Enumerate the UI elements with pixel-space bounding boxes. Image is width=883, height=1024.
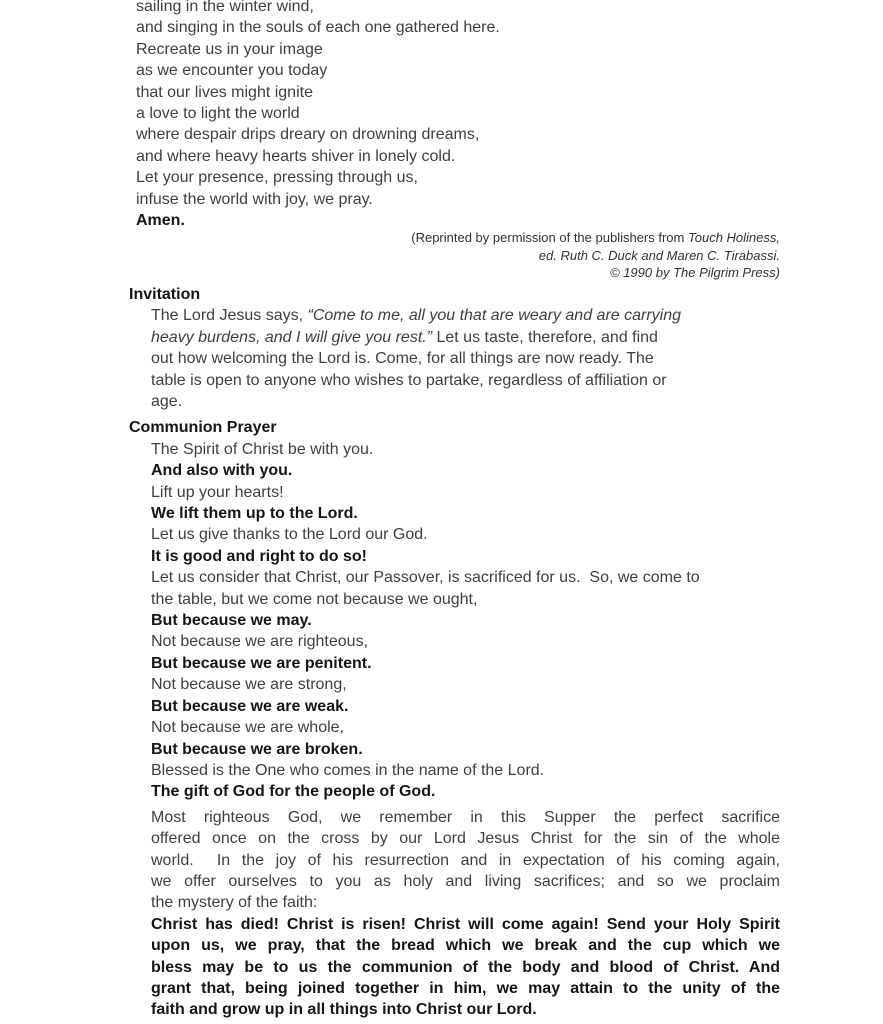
invitation-text-line [151,327,780,348]
invitation-text: Let us taste, therefore, and find [432,328,658,346]
acclamation-line: bless may be to us the communion of the body and blood of Christ. And [151,958,780,976]
prayer-text-line: Most righteous God, we remember in this Supper the perfect sacrifice [151,808,780,826]
poem-line: Let your presence, pressing through us, [136,169,418,187]
acclamation-line: upon us, we pray, that the bread which we break and the cup which we [151,937,780,955]
attribution-line [129,229,780,247]
communion-prayer-heading: Communion Prayer [129,419,277,437]
people-response: But because we are penitent. [151,654,372,672]
attribution-line: ed. Ruth C. Duck and Maren C. Tirabassi. [538,247,780,263]
poem-line: and where heavy hearts shiver in lonely cold. [136,147,456,165]
poem-line: a love to light the world [136,105,300,123]
prayer-text-line: we offer ourselves to you as holy and living sacrifices; and so we proclaim [151,872,780,890]
leader-line: Let us give thanks to the Lord our God. [151,526,428,544]
invitation-text-line [151,305,780,326]
communion-prayer-body [151,439,780,803]
people-response: But because we are weak. [151,697,349,715]
leader-line: Not because we are strong, [151,676,347,694]
people-response: We lift them up to the Lord. [151,505,358,523]
invitation-text-line: age. [151,393,183,410]
invitation-body [151,305,780,412]
prayer-text-line: offered once on the cross by our Lord Jesus Christ for the sin of the whole [151,830,780,848]
people-response: The gift of God for the people of God. [151,783,436,801]
invitation-text: The Lord Jesus says, [151,307,308,325]
opening-prayer-poem [136,0,780,231]
leader-line: The Spirit of Christ be with you. [151,440,374,458]
poem-line: as we encounter you today [136,62,328,80]
leader-line: Not because we are whole, [151,719,344,737]
invitation-text-line: table is open to anyone who wishes to partake, regardless of affiliation or [151,371,667,389]
poem-line: and singing in the souls of each one gathered here. [136,19,500,37]
poem-line: where despair drips dreary on drowning dreams, [136,126,480,144]
communion-prayer-section [129,417,780,1020]
people-response: It is good and right to do so! [151,547,367,565]
people-response: And also with you. [151,462,293,480]
leader-line: Lift up your hearts! [151,483,284,501]
leader-line: Not because we are righteous, [151,633,369,651]
poem-line: infuse the world with joy, we pray. [136,190,373,208]
invitation-section [129,284,780,412]
leader-line: the table, but we come not because we ought, [151,590,478,608]
people-response: But because we are broken. [151,740,363,758]
prayer-text-line: world. In the joy of his resurrection and in expectation of his coming again, [151,851,780,869]
prayer-text-line: the mystery of the faith: [151,894,318,912]
memorial-acclamation-paragraph [151,914,780,1021]
thanksgiving-paragraph [151,807,780,914]
acclamation-line: Christ has died! Christ is risen! Christ will come again! Send your Holy Spirit [151,915,780,933]
scripture-quote: “Come to me, all you that are weary and are carrying [307,307,682,325]
poem-line: Recreate us in your image [136,40,323,58]
leader-line: Let us consider that Christ, our Passover, is sacrificed for us. So, we come to [151,569,700,587]
invitation-heading: Invitation [129,285,201,303]
scripture-quote: heavy burdens, and I will give you rest.” [151,328,433,346]
poem-line: that our lives might ignite [136,83,313,101]
people-response: But because we may. [151,612,312,630]
amen-response: Amen. [136,212,185,230]
attribution-text: (Reprinted by permission of the publishers from [411,230,688,246]
acclamation-line: faith and grow up in all things into Christ our Lord. [151,1001,537,1019]
poem-line: sailing in the winter wind, [136,0,314,15]
acclamation-line: grant that, being joined together in him, we may attain to the unity of the [151,979,780,997]
attribution-source-title: Touch Holiness, [687,230,780,246]
attribution-line: © 1990 by The Pilgrim Press) [610,265,780,281]
copyright-attribution [129,229,780,282]
invitation-text-line: out how welcoming the Lord is. Come, for all things are now ready. The [151,350,654,368]
leader-line: Blessed is the One who comes in the name of the Lord. [151,761,545,779]
